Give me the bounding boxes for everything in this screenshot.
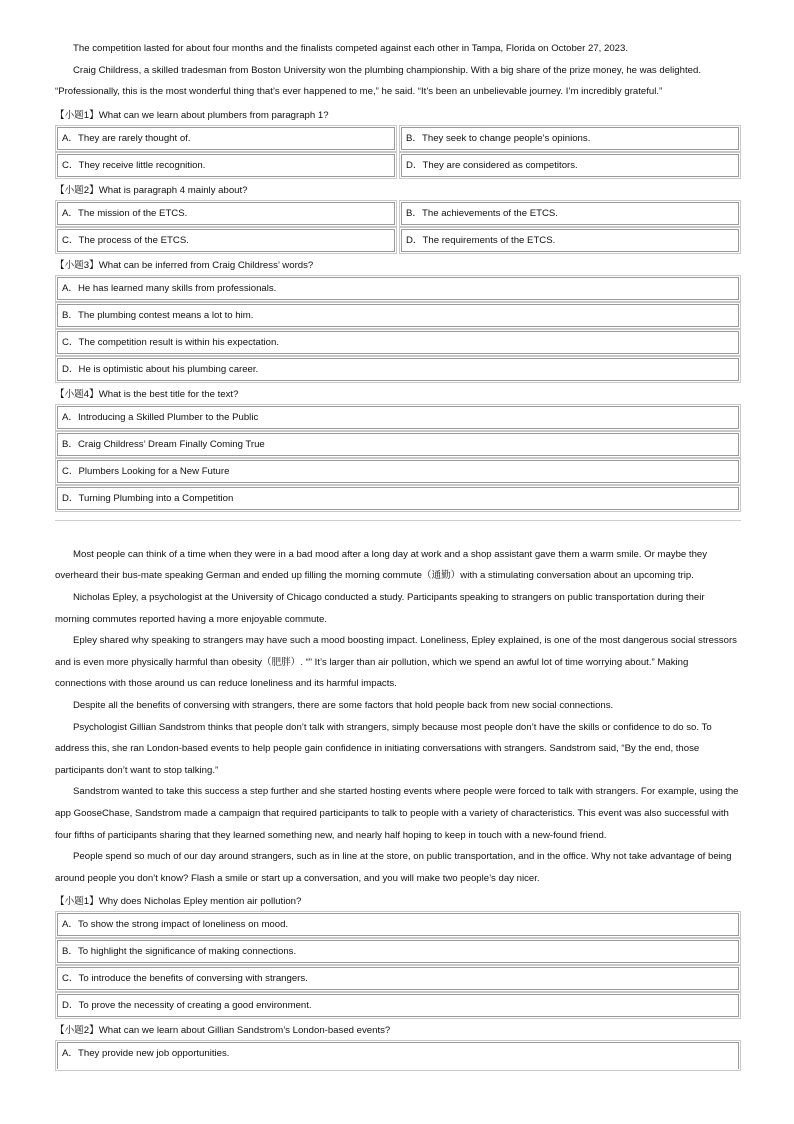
section-divider (55, 520, 741, 521)
question-2-label: 【小题2】What is paragraph 4 mainly about? (55, 184, 248, 196)
question-2-2-options (55, 1041, 741, 1070)
option-d[interactable]: D．He is optimistic about his plumbing career. (57, 358, 739, 381)
option-c[interactable]: C．To introduce the benefits of conversing with strangers. (57, 967, 739, 990)
option-b[interactable]: B．To highlight the significance of making connections. (57, 940, 739, 963)
passage-2 (55, 544, 741, 890)
question-2-options (55, 201, 741, 253)
passage2-paragraph: Epley shared why speaking to strangers may have such a mood boosting impact. Loneliness, Epley explained, is one of the most dangerous social stressors and is even more physically harmful than obesity（肥胖）. “” It’s larger than air pollution, which we spend an awful lot of time worrying about.” Making connections with those around us can reduce loneliness and its harmful impacts. (55, 635, 737, 690)
option-d[interactable]: D．Turning Plumbing into a Competition (57, 487, 739, 510)
option-c[interactable]: C．They receive little recognition. (57, 154, 395, 177)
passage2-paragraph: Sandstrom wanted to take this success a step further and she started hosting events where people were forced to talk with strangers. For example, using the app GooseChase, Sandstrom made a campaign that required participants to talk to people with a variety of characteristics. This event was also successful with four fifths of participants sharing that they learned something new, and nearly half hoping to keep in touch with a new-found friend. (55, 786, 739, 841)
question-3-options (55, 276, 741, 382)
option-a[interactable]: A．Introducing a Skilled Plumber to the Public (57, 406, 739, 429)
passage1-paragraph: Craig Childress, a skilled tradesman from Boston University won the plumbing championship. With a big share of the prize money, he was delighted. “Professionally, this is the most wonderful thing that’s ever happened to me,” he said. “It’s been an unbelievable journey. I’m incredibly grateful.” (55, 64, 701, 98)
option-a[interactable]: A．They are rarely thought of. (57, 127, 395, 150)
passage1-paragraph: The competition lasted for about four months and the finalists competed against each other in Tampa, Florida on October 27, 2023. (73, 43, 628, 54)
passage2-paragraph: Psychologist Gillian Sandstrom thinks that people don’t talk with strangers, simply because most people don’t have the skills or confidence to do so. To address this, she ran London-based events to help people gain confidence in initiating conversations with strangers. Sandstrom said, “By the end, those participants don’t want to stop talking.” (55, 721, 712, 776)
option-c[interactable]: C．Plumbers Looking for a New Future (57, 460, 739, 483)
question-1-label: 【小题1】What can we learn about plumbers from paragraph 1? (55, 109, 329, 121)
option-b[interactable]: B．They seek to change people’s opinions. (401, 127, 739, 150)
question-2-2-label: 【小题2】What can we learn about Gillian Sandstrom’s London-based events? (55, 1025, 391, 1037)
question-4-options (55, 405, 741, 511)
exam-page (55, 0, 741, 1070)
question-1-options (55, 126, 741, 178)
option-d[interactable]: D．The requirements of the ETCS. (401, 229, 739, 252)
option-d[interactable]: D．They are considered as competitors. (401, 154, 739, 177)
option-a[interactable]: A．To show the strong impact of loneliness on mood. (57, 913, 739, 936)
option-c[interactable]: C．The competition result is within his expectation. (57, 331, 739, 354)
question-2-1-options (55, 912, 741, 1018)
option-d[interactable]: D．To prove the necessity of creating a good environment. (57, 994, 739, 1017)
passage2-paragraph: Nicholas Epley, a psychologist at the University of Chicago conducted a study. Participants speaking to strangers on public transportation during their morning commutes reported having a more enjoyable commute. (55, 591, 705, 625)
option-b[interactable]: B．The plumbing contest means a lot to him. (57, 304, 739, 327)
option-b[interactable]: B．The achievements of the ETCS. (401, 202, 739, 225)
passage2-paragraph: Despite all the benefits of conversing with strangers, there are some factors that hold people back from new social connections. (73, 699, 614, 711)
option-c[interactable]: C．The process of the ETCS. (57, 229, 395, 252)
question-3-label: 【小题3】What can be inferred from Craig Childress’ words? (55, 259, 314, 271)
option-a[interactable]: A．He has learned many skills from professionals. (57, 277, 739, 300)
passage2-paragraph: Most people can think of a time when they were in a bad mood after a long day at work and a shop assistant gave them a warm smile. Or maybe they overheard their bus-mate speaking German and ended up filling the morning commute（通勤）with a stimulating conversation about an upcoming trip. (55, 548, 708, 582)
option-b[interactable]: B．Craig Childress’ Dream Finally Coming True (57, 433, 739, 456)
passage2-paragraph: People spend so much of our day around strangers, such as in line at the store, on public transportation, and in the office. Why not take advantage of being around people you don’t know? Flash a smile or start up a conversation, and you will make two people’s day nicer. (55, 851, 732, 884)
question-4-label: 【小题4】What is the best title for the text? (55, 388, 239, 400)
option-a[interactable]: A．They provide new job opportunities. (57, 1042, 739, 1069)
question-2-1-label: 【小题1】Why does Nicholas Epley mention air pollution? (55, 896, 302, 908)
option-a[interactable]: A．The mission of the ETCS. (57, 202, 395, 225)
